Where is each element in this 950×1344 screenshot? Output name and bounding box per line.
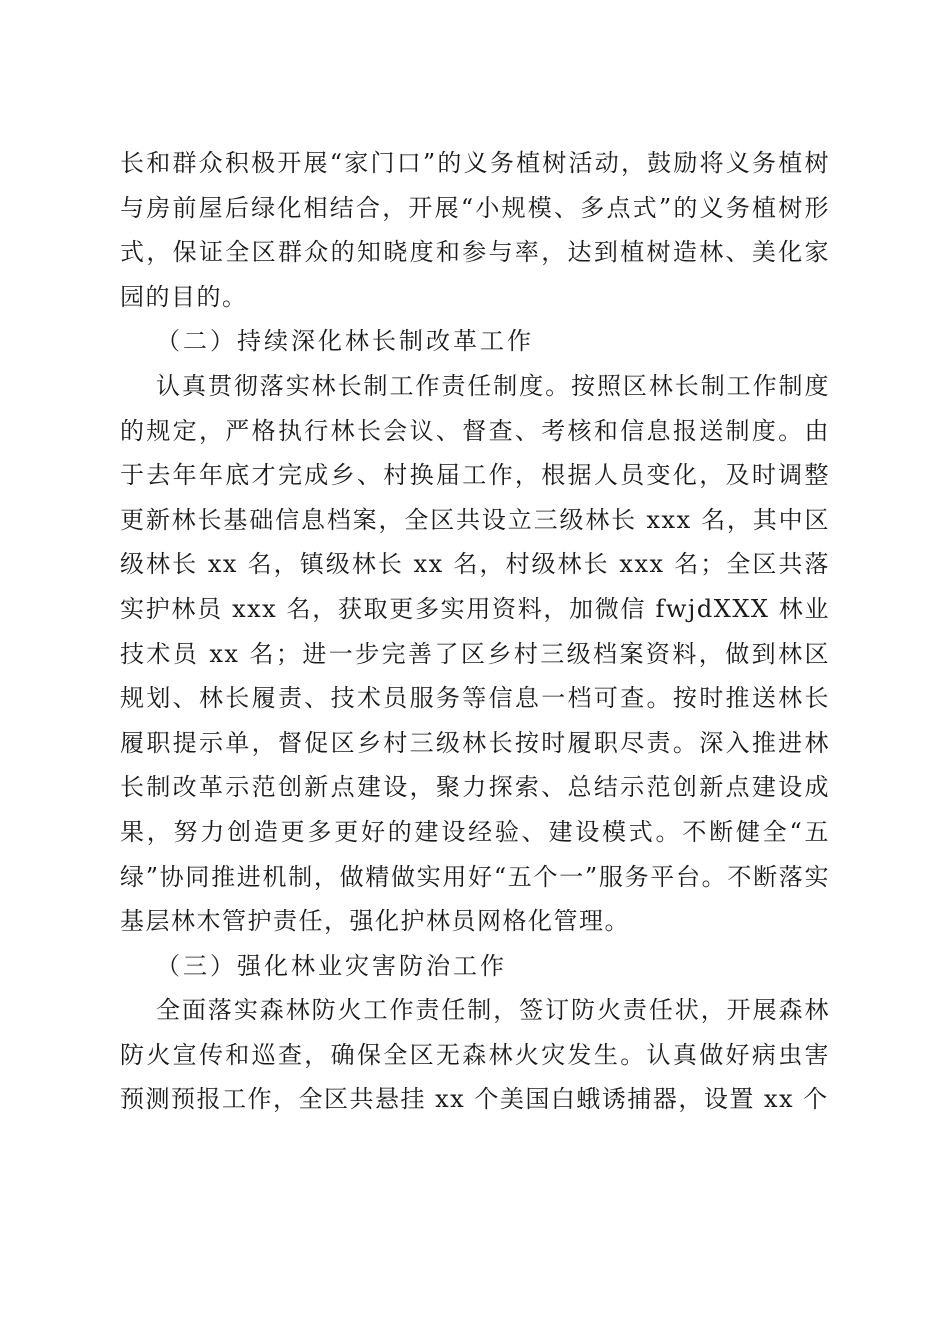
paragraph-forest-chief-system: 认真贯彻落实林长制工作责任制度。按照区林长制工作制度的规定，严格执行林长会议、督查、考核和信息报送制度。由于去年年底才完成乡、村换届工作，根据人员变化，及时调整更新林长基础信息档案，全区共设立三级林长 xxx 名，其中区级林长 xx 名，镇级林长 xx 名，村级林长 xxx 名；全区共落实护林员 xxx 名，获取更多实用资料，加微信 fwjdXXX 林业技术员 xx 名；进一步完善了区乡村三级档案资料，做到林区规划、林长履责、技术员服务等信息一档可查。按时推送林长履职提示单，督促区乡村三级林长按时履职尽责。深入推进林长制改革示范创新点建设，聚力探索、总结示范创新点建设成果，努力创造更多更好的建设经验、建设模式。不断健全“五绿”协同推进机制，做精做实用好“五个一”服务平台。不断落实基层林木管护责任，强化护林员网格化管理。 bbox=[120, 371, 830, 936]
paragraph-fire-prevention: 全面落实森林防火工作责任制，签订防火责任状，开展森林防火宣传和巡查，确保全区无森林火灾发生。认真做好病虫害预测预报工作，全区共悬挂 xx 个美国白蛾诱捕器，设置 xx 个 bbox=[120, 996, 830, 1114]
section-heading-disaster-prevention: （三）强化林业灾害防治工作 bbox=[156, 951, 507, 980]
section-heading-forest-chief-reform: （二）持续深化林长制改革工作 bbox=[156, 327, 534, 356]
document-page bbox=[120, 141, 830, 1122]
paragraph-tree-planting-continued: 长和群众积极开展“家门口”的义务植树活动，鼓励将义务植树与房前屋后绿化相结合，开展“小规模、多点式”的义务植树形式，保证全区群众的知晓度和参与率，达到植树造林、美化家园的目的。 bbox=[120, 149, 830, 311]
